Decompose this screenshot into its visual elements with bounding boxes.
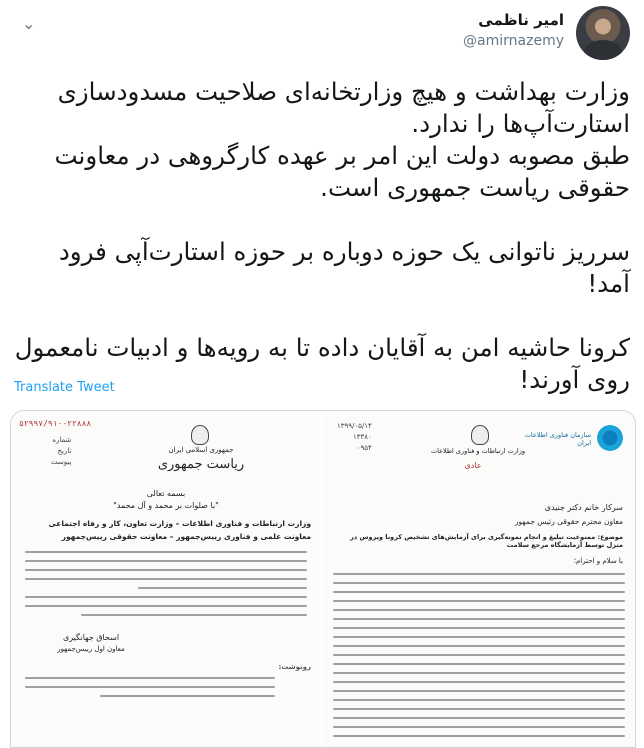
- document-meta: ۱۳۹۹/۰۵/۱۴ ۱۳۳۸۰ ۰۹۵۴: [337, 422, 372, 452]
- subject: موضوع: ممنوعیت تبلیغ و انجام نمونه‌گیری برای آزمایش‌های تشخیص کرونا ویروس در منزل توسط آزمایشگاه مرجع سلامت: [350, 533, 623, 549]
- body-text-lines: [333, 573, 625, 744]
- tweet-text: [10, 76, 630, 396]
- office-name: ریاست جمهوری: [157, 457, 245, 472]
- stamp-number: ۵۲۹۹۷/۹۱۰-۲۲۸۸۸: [19, 419, 92, 428]
- body-text-lines: [25, 551, 307, 623]
- attached-images[interactable]: [10, 410, 636, 748]
- cc-label: رونوشت:: [278, 663, 311, 671]
- classification: عادی: [464, 461, 482, 470]
- tweet-paragraph: کرونا حاشیه امن به آقایان داده تا به رویه‌ها و ادبیات نامعمول روی آورند!: [14, 333, 630, 394]
- author-name[interactable]: امیر ناظمی: [478, 11, 564, 29]
- signer-name: اسحاق جهانگیری: [62, 633, 120, 642]
- translate-tweet-link[interactable]: Translate Tweet: [14, 380, 115, 395]
- chevron-down-icon[interactable]: ⌄: [22, 14, 36, 33]
- avatar[interactable]: [576, 6, 630, 60]
- tweet-header: [0, 0, 644, 68]
- salawat: "با صلوات بر محمد و آل محمد": [113, 501, 219, 510]
- ito-logo-icon: [597, 425, 623, 451]
- signer-title: معاون اول رییس‌جمهور: [57, 645, 125, 653]
- document-meta: شماره تاریخ پیوست: [51, 436, 72, 466]
- center-name: سازمان فناوری اطلاعات ایران: [524, 431, 591, 447]
- tweet-paragraph: سرریز ناتوانی یک حوزه دوباره بر حوزه استارت‌آپی فرود آمد!: [51, 237, 630, 298]
- author-handle[interactable]: @amirnazemy: [463, 33, 564, 49]
- recipients-2: معاونت علمی و فناوری رییس‌جمهور – معاونت حقوقی رییس‌جمهور: [61, 532, 311, 541]
- recipients: وزارت ارتباطات و فناوری اطلاعات – وزارت تعاون، کار و رفاه اجتماعی: [48, 519, 311, 528]
- tweet-paragraph: وزارت بهداشت و هیچ وزارتخانه‌ای صلاحیت مسدودسازی استارت‌آپ‌ها را ندارد. طبق مصوبه دولت این امر بر عهده کارگروهی در معاونت حقوقی ریاست جمهوری است.: [54, 77, 630, 202]
- document-image-right[interactable]: [323, 411, 635, 747]
- iran-emblem-icon: [191, 425, 209, 445]
- republic-name: جمهوری اسلامی ایران: [168, 446, 234, 454]
- cc-text-lines: [25, 677, 275, 704]
- document-image-left[interactable]: [11, 411, 323, 747]
- addressee: سرکار خانم دکتر جنیدی: [544, 503, 623, 512]
- iran-emblem-icon: [471, 425, 489, 445]
- bismillah: بسمه تعالی: [146, 489, 186, 498]
- ministry-name: وزارت ارتباطات و فناوری اطلاعات: [431, 447, 525, 455]
- greeting: با سلام و احترام؛: [573, 557, 623, 565]
- addressee-title: معاون محترم حقوقی رئیس جمهور: [514, 517, 623, 526]
